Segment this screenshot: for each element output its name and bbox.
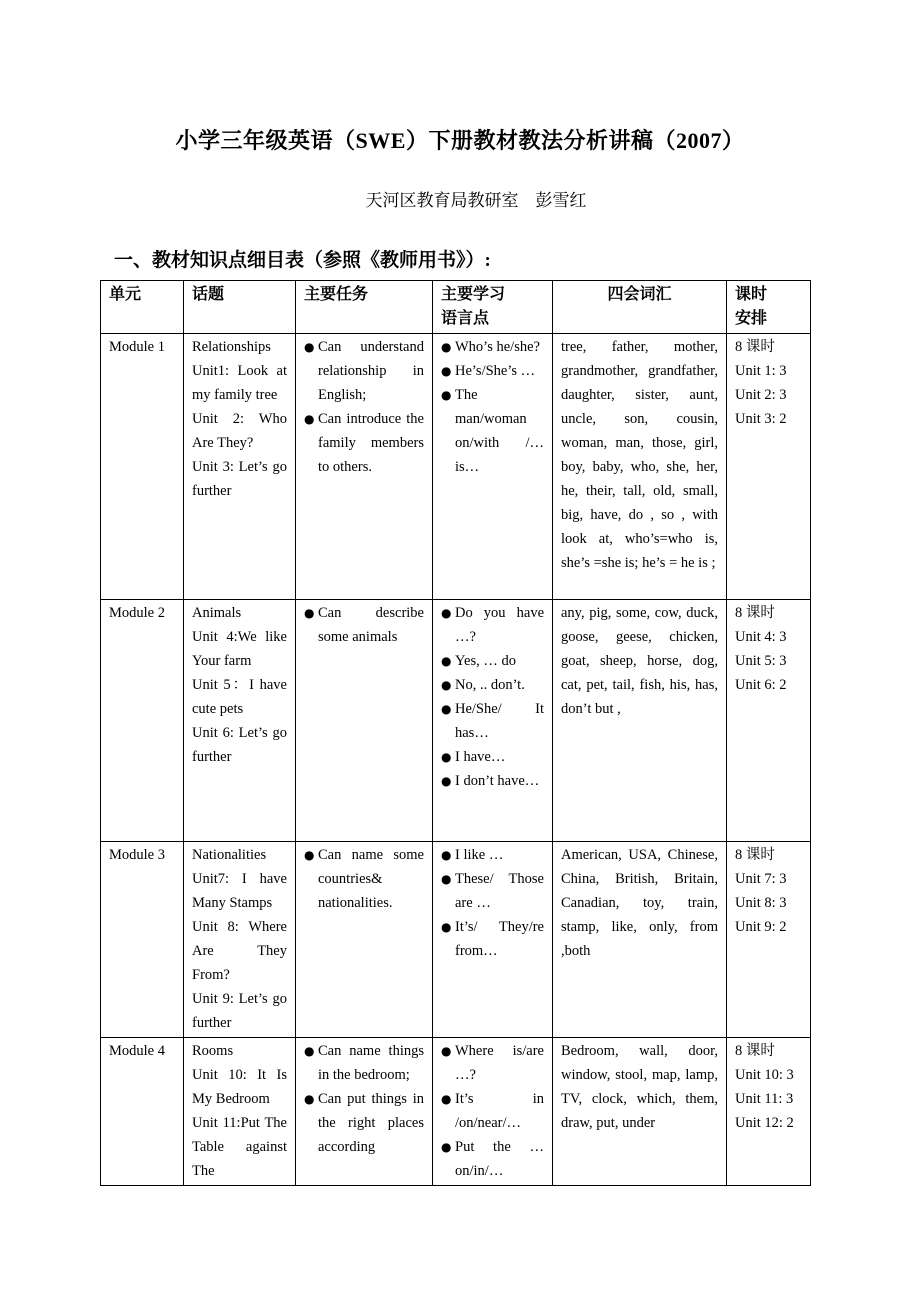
knowledge-table (100, 280, 811, 1186)
task-item: ● Can name things in the bedroom; (304, 1039, 424, 1087)
topic-line: Nationalities (192, 847, 267, 863)
module-cell: Module 4 (101, 1038, 184, 1186)
hours-line: Unit 5: 3 (735, 653, 787, 669)
header-vocab: 四会词汇 (553, 281, 727, 334)
hours-cell (727, 600, 811, 842)
topic-line: Rooms (192, 1043, 234, 1059)
vocab-cell: tree, father, mother, grandmother, grandfather, daughter, sister, aunt, uncle, son, cousin, woman, man, those, girl, boy, baby, who, she, her, he, their, tall, old, small, big, have, do , so , with look at, who’s=who is, she’s =she is; he’s = he is ; (553, 334, 727, 600)
hours-cell (727, 842, 811, 1038)
header-tasks: 主要任务 (296, 281, 433, 334)
vocab-cell: American, USA, Chinese, China, British, Britain, Canadian, toy, train, stamp, like, only, from ,both (553, 842, 727, 1038)
header-language-line1: 主要学习 (441, 286, 506, 303)
topic-cell (184, 1038, 296, 1186)
hours-line: Unit 3: 2 (735, 411, 787, 427)
module-cell: Module 1 (101, 334, 184, 600)
header-topic: 话题 (184, 281, 296, 334)
header-hours-line1: 课时 (735, 286, 768, 303)
topic-line: Unit 9: Let’s go further (192, 991, 287, 1031)
hours-line: Unit 2: 3 (735, 387, 787, 403)
language-item: ● Who’s he/she? (441, 335, 544, 359)
hours-line: Unit 11: 3 (735, 1091, 794, 1107)
hours-cell (727, 334, 811, 600)
task-item: ● Can introduce the family members to others. (304, 407, 424, 479)
language-cell (433, 1038, 553, 1186)
table-row (101, 842, 811, 1038)
hours-line: 8 课时 (735, 605, 775, 621)
task-item: ● Can put things in the right places according (304, 1087, 424, 1159)
language-item: ● These/ Those are … (441, 867, 544, 915)
header-unit: 单元 (101, 281, 184, 334)
topic-line: Unit 8: Where Are They From? (192, 919, 287, 983)
vocab-cell: any, pig, some, cow, duck, goose, geese, chicken, goat, sheep, horse, dog, cat, pet, tail, fish, his, has, don’t but , (553, 600, 727, 842)
vocab-cell: Bedroom, wall, door, window, stool, map, lamp, TV, clock, which, them, draw, put, under (553, 1038, 727, 1186)
language-cell (433, 334, 553, 600)
language-item: ● Put the …on/in/… (441, 1135, 544, 1183)
topic-cell (184, 600, 296, 842)
topic-cell (184, 334, 296, 600)
language-item: ● He/She/ It has… (441, 697, 544, 745)
topic-line: Unit 2: Who Are They? (192, 411, 287, 451)
topic-line: Unit 3: Let’s go further (192, 459, 287, 499)
task-item: ● Can understand relationship in English; (304, 335, 424, 407)
section-heading: 一、教材知识点细目表（参照《教师用书》）: (114, 250, 491, 271)
language-item: ● I like … (441, 843, 544, 867)
tasks-cell (296, 600, 433, 842)
header-language (433, 281, 553, 334)
tasks-cell (296, 1038, 433, 1186)
language-item: ● I have… (441, 745, 544, 769)
language-item: ● Do you have …? (441, 601, 544, 649)
hours-line: 8 课时 (735, 1043, 775, 1059)
topic-line: Animals (192, 605, 242, 621)
topic-line: Unit7: I have Many Stamps (192, 871, 287, 911)
topic-line: Unit 4:We like Your farm (192, 629, 287, 669)
topic-line: Relationships (192, 339, 271, 355)
hours-line: Unit 4: 3 (735, 629, 787, 645)
topic-line: Unit 11:Put The Table against The (192, 1115, 287, 1179)
table-row (101, 600, 811, 842)
task-item: ● Can describe some animals (304, 601, 424, 649)
table-header-row (101, 281, 811, 334)
header-hours-line2: 安排 (735, 310, 768, 327)
table-row (101, 334, 811, 600)
header-hours (727, 281, 811, 334)
hours-line: Unit 6: 2 (735, 677, 787, 693)
hours-line: Unit 9: 2 (735, 919, 787, 935)
header-language-line2: 语言点 (441, 310, 490, 327)
hours-line: Unit 10: 3 (735, 1067, 794, 1083)
topic-line: Unit 10: It Is My Bedroom (192, 1067, 287, 1107)
language-cell (433, 842, 553, 1038)
hours-line: 8 课时 (735, 847, 775, 863)
module-cell: Module 3 (101, 842, 184, 1038)
language-item: ● The man/woman on/with /…is… (441, 383, 544, 479)
hours-line: 8 课时 (735, 339, 775, 355)
topic-cell (184, 842, 296, 1038)
author-line: 天河区教育局教研室 彭雪红 (365, 191, 587, 210)
hours-cell (727, 1038, 811, 1186)
table-row (101, 1038, 811, 1186)
tasks-cell (296, 334, 433, 600)
hours-line: Unit 1: 3 (735, 363, 787, 379)
document-title: 小学三年级英语（SWE）下册教材教法分析讲稿（2007） (175, 128, 745, 153)
topic-line: Unit1: Look at my family tree (192, 363, 287, 403)
language-item: ● Where is/are …? (441, 1039, 544, 1087)
task-item: ● Can name some countries& nationalities. (304, 843, 424, 915)
topic-line: Unit 5：I have cute pets (192, 677, 287, 717)
language-cell (433, 600, 553, 842)
hours-line: Unit 7: 3 (735, 871, 787, 887)
language-item: ● It’s/ They/re from… (441, 915, 544, 963)
language-item: ● Yes, … do (441, 649, 544, 673)
language-item: ● No, .. don’t. (441, 673, 544, 697)
language-item: ● He’s/She’s … (441, 359, 544, 383)
language-item: ● I don’t have… (441, 769, 544, 793)
hours-line: Unit 12: 2 (735, 1115, 794, 1131)
module-cell: Module 2 (101, 600, 184, 842)
hours-line: Unit 8: 3 (735, 895, 787, 911)
language-item: ● It’s in /on/near/… (441, 1087, 544, 1135)
topic-line: Unit 6: Let’s go further (192, 725, 287, 765)
tasks-cell (296, 842, 433, 1038)
